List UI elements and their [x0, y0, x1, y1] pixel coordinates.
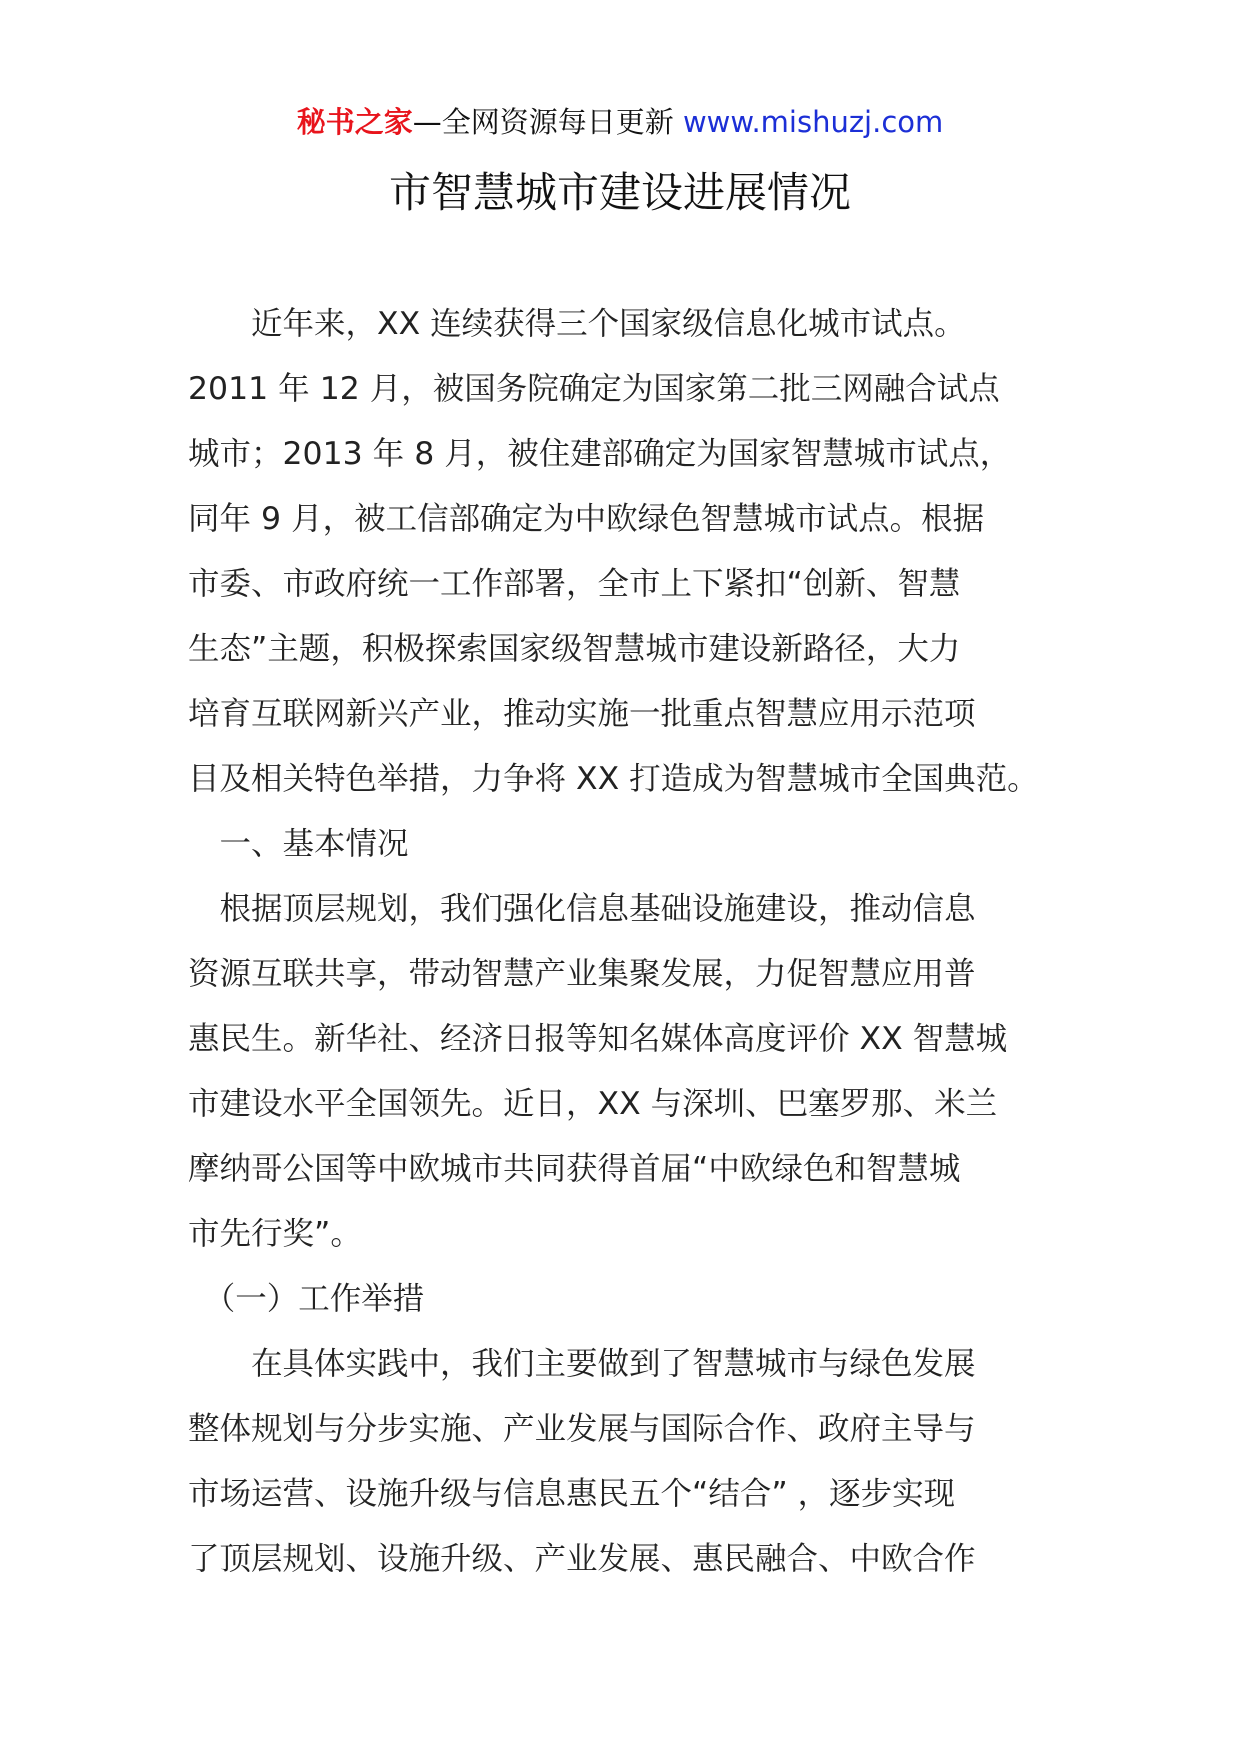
body-line: 了顶层规划、设施升级、产业发展、惠民融合、中欧合作 [188, 1541, 976, 1577]
body-line: 生态”主题，积极探索国家级智慧城市建设新路径，大力 [188, 631, 961, 667]
body-line: 整体规划与分步实施、产业发展与国际合作、政府主导与 [188, 1411, 976, 1447]
body-line: 同年 9 月，被工信部确定为中欧绿色智慧城市试点。根据 [188, 501, 985, 537]
body-line: 市建设水平全国领先。近日，XX 与深圳、巴塞罗那、米兰 [188, 1086, 998, 1122]
site-slogan: —全网资源每日更新 [412, 105, 683, 139]
body-line: 资源互联共享，带动智慧产业集聚发展，力促智慧应用普 [188, 956, 976, 992]
body-line: 城市；2013 年 8 月，被住建部确定为国家智慧城市试点， [188, 436, 1012, 472]
body-line: 目及相关特色举措，力争将 XX 打造成为智慧城市全国典范。 [188, 761, 1039, 797]
site-header [0, 100, 1240, 144]
body-line: 根据顶层规划，我们强化信息基础设施建设，推动信息 [188, 891, 976, 927]
site-url-link[interactable]: www.mishuzj.com [682, 105, 944, 139]
body-line: 惠民生。新华社、经济日报等知名媒体高度评价 XX 智慧城 [188, 1021, 1008, 1057]
body-line: 市委、市政府统一工作部署，全市上下紧扣“创新、智慧 [188, 566, 961, 602]
body-line: 市先行奖”。 [188, 1216, 362, 1252]
body-line: 培育互联网新兴产业，推动实施一批重点智慧应用示范项 [188, 696, 976, 732]
body-line: 2011 年 12 月，被国务院确定为国家第二批三网融合试点 [188, 371, 1000, 407]
body-line: 近年来，XX 连续获得三个国家级信息化城市试点。 [188, 306, 966, 342]
document-body [188, 292, 1063, 1592]
body-line: 摩纳哥公国等中欧城市共同获得首届“中欧绿色和智慧城 [188, 1151, 961, 1187]
section-heading: 一、基本情况 [188, 826, 409, 862]
body-line: 在具体实践中，我们主要做到了智慧城市与绿色发展 [188, 1346, 976, 1382]
site-brand: 秘书之家 [296, 105, 413, 139]
subsection-heading: （一）工作举措 [188, 1281, 425, 1317]
document-title: 市智慧城市建设进展情况 [388, 168, 851, 217]
body-line: 市场运营、设施升级与信息惠民五个“结合” ，逐步实现 [188, 1476, 956, 1512]
